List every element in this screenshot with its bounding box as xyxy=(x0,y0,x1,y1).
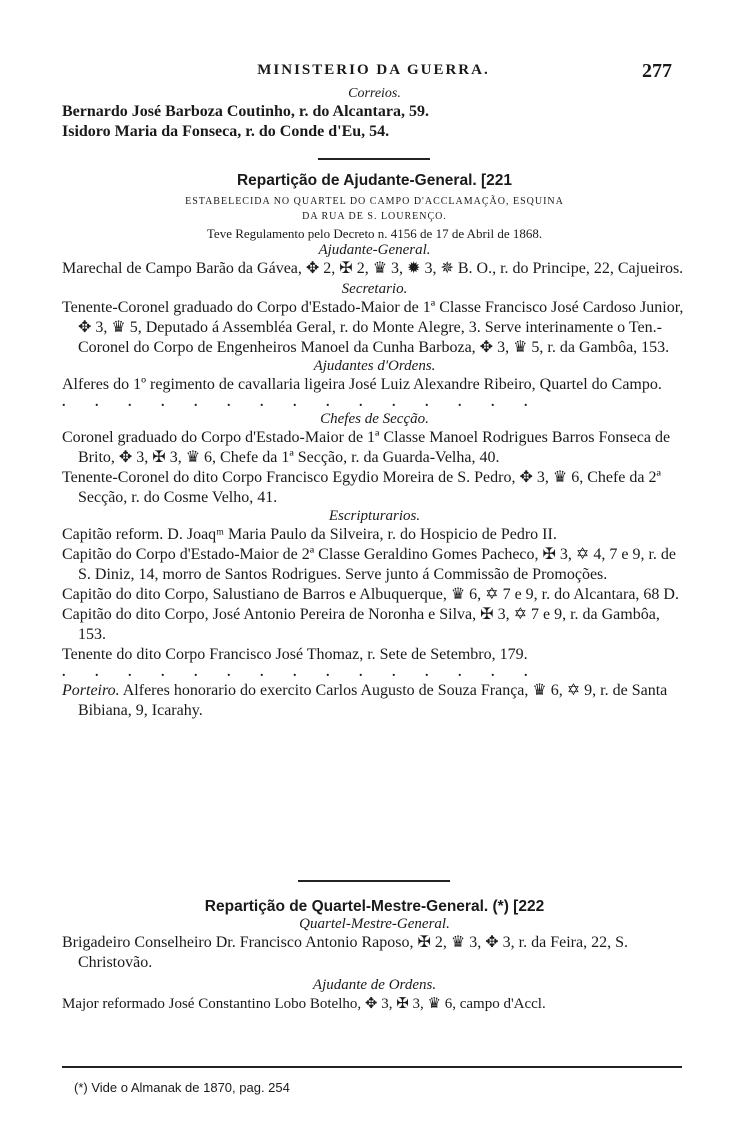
subsection-title: Ajudante de Ordens. xyxy=(312,977,437,993)
footnote: (*) Vide o Almanak de 1870, pag. 254 xyxy=(74,1080,290,1095)
ellipsis-divider: . . . . . . . . . . . . . . . xyxy=(62,395,541,410)
regulamento-note: Teve Regulamento pelo Decreto n. 4156 de 17 de Abril de 1868. xyxy=(206,226,543,241)
footnote-divider xyxy=(62,1066,682,1068)
porteiro-label: Porteiro. xyxy=(62,682,120,699)
correios-title: Correios. xyxy=(348,86,401,101)
list-item: Marechal de Campo Barão da Gávea, ✥ 2, ✠ 2, ♛ 3, ✹ 3, ✵ B. O., r. do Principe, 22, Cajueiros. xyxy=(62,260,684,277)
porteiro-text: Alferes honorario do exercito Carlos Augusto de Souza França, ♛ 6, ✡ 9, r. de Santa Bibiana, 9, Icarahy. xyxy=(78,682,668,719)
running-header: MINISTERIO DA GUERRA. xyxy=(257,62,490,78)
page-number: 277 xyxy=(642,60,672,82)
list-item: Capitão do dito Corpo, José Antonio Pereira de Noronha e Silva, ✠ 3, ✡ 7 e 9, r. da Gambôa, 153. xyxy=(62,606,660,643)
quartel-mestre-section xyxy=(62,898,687,1014)
ajudante-general-section xyxy=(62,172,687,721)
list-item: Major reformado José Constantino Lobo Botelho, ✥ 3, ✠ 3, ♛ 6, campo d'Accl. xyxy=(62,996,546,1012)
list-item: Tenente-Coronel do dito Corpo Francisco Egydio Moreira de S. Pedro, ✥ 3, ♛ 6, Chefe da 2ª Secção, r. do Cosme Velho, 41. xyxy=(62,469,661,506)
divider xyxy=(318,158,430,160)
ellipsis-divider: . . . . . . . . . . . . . . . xyxy=(62,665,541,680)
subsection-title: Chefes de Secção. xyxy=(320,411,429,427)
list-item: Isidoro Maria da Fonseca, r. do Conde d'Eu, 54. xyxy=(62,123,390,140)
correios-section xyxy=(62,86,687,142)
subsection-title: Escripturarios. xyxy=(328,508,421,524)
list-item: Brigadeiro Conselheiro Dr. Francisco Antonio Raposo, ✠ 2, ♛ 3, ✥ 3, r. da Feira, 22, S. Christovão. xyxy=(62,934,628,971)
list-item: Tenente do dito Corpo Francisco José Thomaz, r. Sete de Setembro, 179. xyxy=(62,646,528,663)
subsection-title: Ajudante-General. xyxy=(318,242,431,258)
subsection-title: Ajudantes d'Ordens. xyxy=(313,358,436,374)
subsection-title: Secretario. xyxy=(341,281,408,297)
section-heading: Repartição de Ajudante-General. [221 xyxy=(236,172,513,189)
list-item: Capitão do Corpo d'Estado-Maior de 2ª Classe Geraldino Gomes Pacheco, ✠ 3, ✡ 4, 7 e 9, r. de S. Diniz, 14, morro de Santos Rodrigues. Serve junto á Commissão de Promoções. xyxy=(62,546,676,583)
list-item: Alferes do 1º regimento de cavallaria ligeira José Luiz Alexandre Ribeiro, Quartel do Campo. xyxy=(62,376,662,393)
divider xyxy=(298,880,450,882)
location-line: DA RUA DE S. LOURENÇO. xyxy=(302,211,447,222)
list-item: Coronel graduado do Corpo d'Estado-Maior de 1ª Classe Manoel Rodrigues Barros Fonseca de Brito, ✥ 3, ✠ 3, ♛ 6, Chefe da 1ª Secção, r. da Guarda-Velha, 40. xyxy=(62,429,671,466)
list-item: Capitão do dito Corpo, Salustiano de Barros e Albuquerque, ♛ 6, ✡ 7 e 9, r. do Alcantara, 68 D. xyxy=(62,586,679,603)
list-item xyxy=(62,681,687,721)
list-item: Tenente-Coronel graduado do Corpo d'Estado-Maior de 1ª Classe Francisco José Cardoso Junior, ✥ 3, ♛ 5, Deputado á Assembléa Geral, r. do Monte Alegre, 3. Serve interinamente o Ten.-Coronel do Corpo de Engenheiros Manoel da Cunha Barboza, ✥ 3, ♛ 5, r. da Gambôa, 153. xyxy=(62,299,684,356)
list-item: Capitão reform. D. Joaqᵐ Maria Paulo da Silveira, r. do Hospicio de Pedro II. xyxy=(62,526,557,543)
location-line: ESTABELECIDA NO QUARTEL DO CAMPO D'ACCLAMAÇÃO, ESQUINA xyxy=(185,196,564,207)
subsection-title: Quartel-Mestre-General. xyxy=(299,916,450,932)
section-heading: Repartição de Quartel-Mestre-General. (*) [222 xyxy=(204,898,545,915)
list-item: Bernardo José Barboza Coutinho, r. do Alcantara, 59. xyxy=(62,103,429,120)
